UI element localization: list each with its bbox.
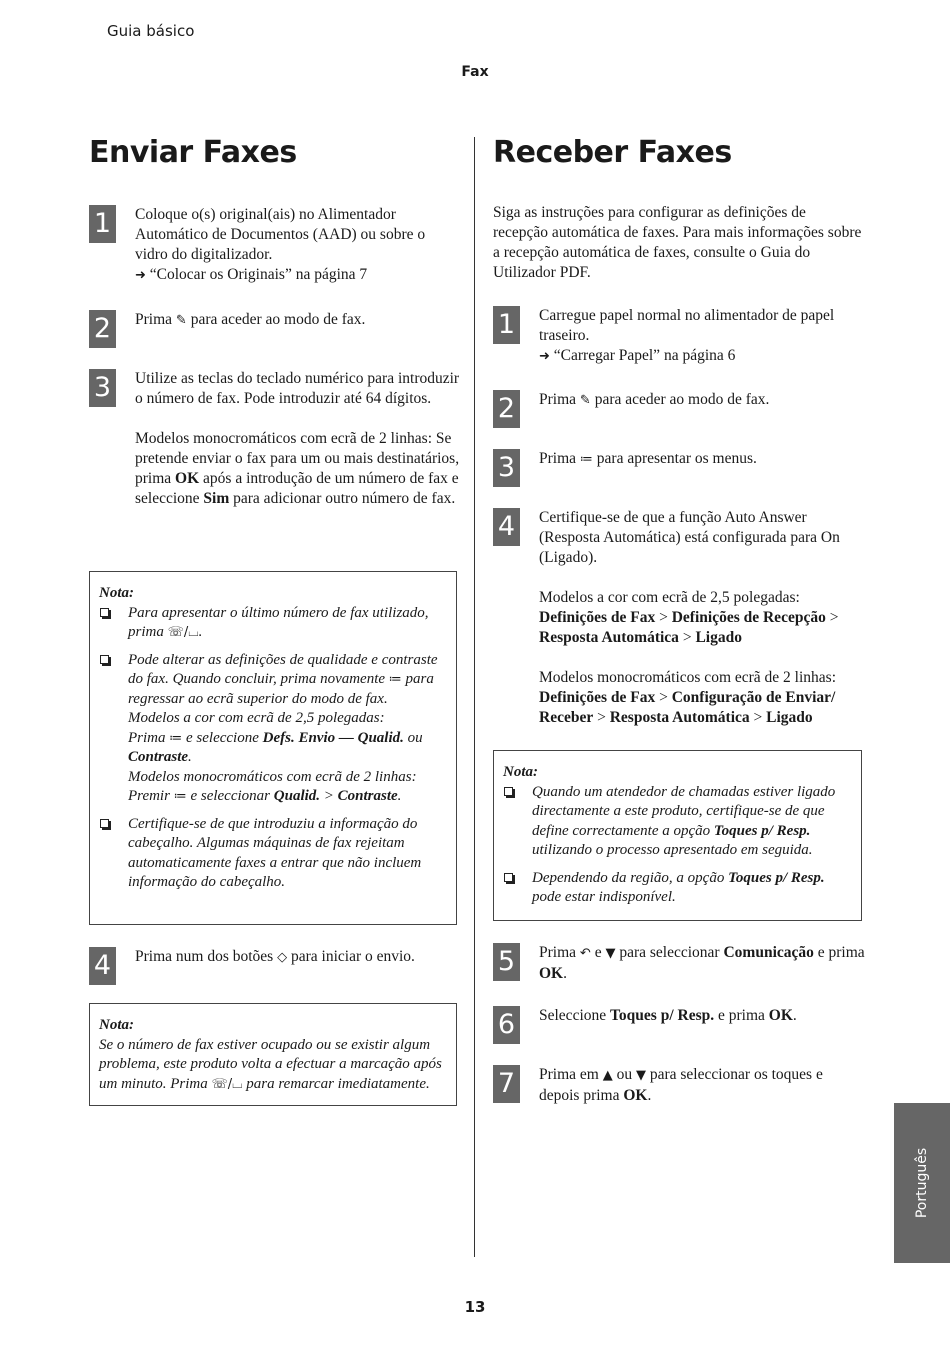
step-text: ou: [616, 1066, 633, 1083]
column-divider: [474, 137, 475, 1257]
step-text: .: [563, 965, 567, 982]
step-number: 4: [493, 508, 520, 546]
note-text: >: [323, 788, 334, 804]
language-tab: [894, 1103, 950, 1263]
note-text: utilizando o processo apresentado em seguida.: [532, 842, 813, 858]
checkbox-bullet-icon: [100, 608, 109, 617]
note-text: Certifique-se de que introduziu a informação do cabeçalho. Algumas máquinas de fax rejeitam automaticamente faxes a entrar que não incluem informação do cabeçalho.: [128, 815, 422, 890]
cross-reference-link[interactable]: “Colocar os Originais” na página 7: [149, 266, 368, 283]
note-text: para remarcar imediatamente.: [246, 1075, 430, 1092]
arrow-down-icon: ▼: [635, 1068, 646, 1083]
step-text: para seleccionar: [619, 944, 720, 961]
step-text: para apresentar os menus.: [596, 450, 757, 467]
ok-key-label: OK: [768, 1007, 793, 1024]
section-header: Fax: [461, 64, 489, 80]
step-text: e prima: [718, 1007, 765, 1024]
step-text: para seleccionar os toques e depois prima: [539, 1066, 823, 1104]
note-text: Prima: [128, 729, 166, 746]
note-item: [99, 604, 447, 643]
fax-mode-icon: ✎: [175, 313, 187, 328]
step-number: 2: [89, 310, 116, 348]
back-icon: ↶: [579, 946, 591, 961]
menu-path-item: Resposta Automática: [609, 709, 750, 726]
note-text: .: [198, 624, 203, 640]
menu-option-label: Contraste: [337, 788, 398, 804]
note-text: Para apresentar o último número de fax utilizado, prima: [128, 604, 429, 640]
step-text: após a introdução de um número de fax e seleccione: [135, 470, 459, 507]
step-text: .: [647, 1087, 652, 1104]
ok-key-label: OK: [539, 965, 564, 982]
step-number: 4: [89, 947, 116, 985]
menu-path-item: Ligado: [766, 709, 813, 726]
path-separator: >: [659, 609, 668, 626]
note-title: Nota:: [99, 1017, 134, 1033]
note-item: [99, 815, 447, 893]
menu-icon: ≔: [173, 789, 187, 804]
menu-option-label: Toques p/ Resp.: [713, 822, 811, 839]
step-text: Prima: [539, 450, 577, 467]
note-text: ou: [407, 729, 423, 746]
step-text: e: [594, 944, 602, 961]
left-column-title: Enviar Faxes: [89, 135, 297, 170]
step-text: para aceder ao modo de fax.: [594, 391, 770, 408]
menu-icon: ≔: [169, 730, 183, 746]
note-box: [493, 750, 862, 921]
menu-option-label: Comunicação: [723, 944, 814, 961]
note-text: .: [397, 788, 402, 804]
step-text: para adicionar outro número de fax.: [233, 490, 456, 507]
path-separator: >: [829, 609, 839, 626]
note-box: [89, 1003, 457, 1106]
step-text: .: [792, 1007, 797, 1024]
step-text: para iniciar o envio.: [290, 948, 415, 965]
step-text: para aceder ao modo de fax.: [190, 311, 366, 328]
step-text: Prima num dos botões: [135, 948, 274, 965]
step-number: 5: [493, 943, 520, 981]
note-text: Se o número de fax estiver ocupado ou se existir algum problema, este produto volta a efectuar a marcação após um minuto. Prima: [99, 1036, 442, 1092]
checkbox-bullet-icon: [100, 819, 109, 828]
checkbox-bullet-icon: [504, 873, 513, 882]
step-text: Modelos monocromáticos com ecrã de 2 linhas:: [539, 669, 837, 686]
step-text: Certifique-se de que a função Auto Answer (Resposta Automática) está configurada para On (Ligado).: [539, 509, 840, 566]
menu-path-item: Resposta Automática: [539, 629, 679, 646]
step-text: Prima em: [539, 1066, 599, 1083]
fax-mode-icon: ✎: [579, 393, 591, 408]
ok-key-label: OK: [175, 470, 200, 487]
note-text: Quando um atendedor de chamadas estiver ligado directamente a este produto, certifique-se de que define correctamente a opção: [532, 783, 836, 839]
note-text: pode estar indisponível.: [532, 889, 676, 905]
arrow-down-icon: ▼: [605, 946, 616, 961]
step-number: 1: [493, 306, 520, 344]
note-box: [89, 571, 457, 925]
start-icon: ◇: [277, 950, 288, 965]
menu-path-item: Configuração de Enviar/ Receber: [539, 689, 836, 726]
step-number: 3: [89, 369, 116, 407]
sim-option-label: Sim: [203, 490, 230, 507]
arrow-up-icon: ▲: [602, 1068, 613, 1083]
cross-reference-link[interactable]: “Carregar Papel” na página 6: [553, 347, 736, 364]
note-text: Dependendo da região, a opção: [532, 869, 725, 886]
note-text: Premir: [128, 788, 170, 804]
menu-option-label: Toques p/ Resp.: [610, 1007, 715, 1024]
menu-path-item: Definições de Fax: [539, 689, 656, 706]
step-number: 7: [493, 1065, 520, 1103]
redial-icon: ☏/⌴: [211, 1076, 243, 1092]
path-separator: >: [659, 689, 668, 706]
menu-option-label: Contraste: [128, 749, 189, 765]
note-text: Pode alterar as definições de qualidade e contraste do fax. Quando concluir, prima novamente: [128, 651, 438, 687]
note-item: [99, 651, 447, 807]
step-number: 1: [89, 205, 116, 243]
document-title: Guia básico: [107, 22, 195, 40]
menu-icon: ≔: [388, 672, 402, 687]
path-separator: >: [597, 709, 606, 726]
step-text: Seleccione: [539, 1007, 607, 1024]
step-number: 2: [493, 390, 520, 428]
menu-path-item: Definições de Recepção: [671, 609, 826, 626]
note-text: e seleccionar: [190, 788, 271, 804]
page-number: 13: [464, 1298, 486, 1316]
checkbox-bullet-icon: [100, 655, 109, 664]
note-text: Modelos a cor com ecrã de 2,5 polegadas:: [128, 710, 385, 726]
note-title: Nota:: [503, 764, 538, 780]
path-separator: >: [753, 709, 763, 726]
step-text: Coloque o(s) original(ais) no Alimentador Automático de Documentos (AAD) ou sobre o vidro do digitalizador.: [135, 206, 426, 263]
step-text: Carregue papel normal no alimentador de papel traseiro.: [539, 307, 835, 344]
menu-path-item: Ligado: [695, 629, 742, 646]
note-item: [503, 869, 852, 908]
step-text: Prima: [135, 311, 173, 328]
arrow-right-icon: ➜: [135, 268, 146, 283]
language-label: Português: [914, 1147, 930, 1219]
step-text: Modelos a cor com ecrã de 2,5 polegadas:: [539, 589, 800, 606]
ok-key-label: OK: [623, 1087, 648, 1104]
checkbox-bullet-icon: [504, 787, 513, 796]
redial-icon: ☏/⌴: [167, 625, 199, 640]
right-column-title: Receber Faxes: [493, 135, 732, 170]
note-text: para regressar ao ecrã superior do modo de fax.: [128, 671, 434, 707]
step-text: Prima: [539, 944, 577, 961]
menu-option-label: Qualid.: [273, 788, 321, 804]
step-text: Modelos monocromáticos com ecrã de 2 linhas: Se pretende enviar o fax para um ou mais destinatários, prima: [135, 430, 460, 487]
menu-option-label: Toques p/ Resp.: [728, 869, 825, 886]
note-text: e seleccione: [186, 729, 259, 746]
path-separator: >: [682, 629, 692, 646]
step-number: 6: [493, 1006, 520, 1044]
note-text: Modelos monocromáticos com ecrã de 2 linhas:: [128, 768, 417, 785]
step-number: 3: [493, 449, 520, 487]
note-title: Nota:: [99, 585, 134, 601]
note-text: .: [188, 749, 192, 765]
intro-paragraph: Siga as instruções para configurar as definições de recepção automática de faxes. Para mais informações sobre a recepção automática de faxes, consulte o Guia do Utilizador PDF.: [493, 204, 862, 281]
step-text: e prima: [817, 944, 865, 961]
arrow-right-icon: ➜: [539, 349, 550, 364]
menu-icon: ≔: [579, 452, 593, 467]
step-text: Prima: [539, 391, 577, 408]
menu-option-label: Defs. Envio — Qualid.: [262, 729, 404, 746]
note-item: [503, 783, 852, 861]
step-text: Utilize as teclas do teclado numérico para introduzir o número de fax. Pode introduzir até 64 dígitos.: [135, 370, 460, 407]
menu-path-item: Definições de Fax: [539, 609, 656, 626]
